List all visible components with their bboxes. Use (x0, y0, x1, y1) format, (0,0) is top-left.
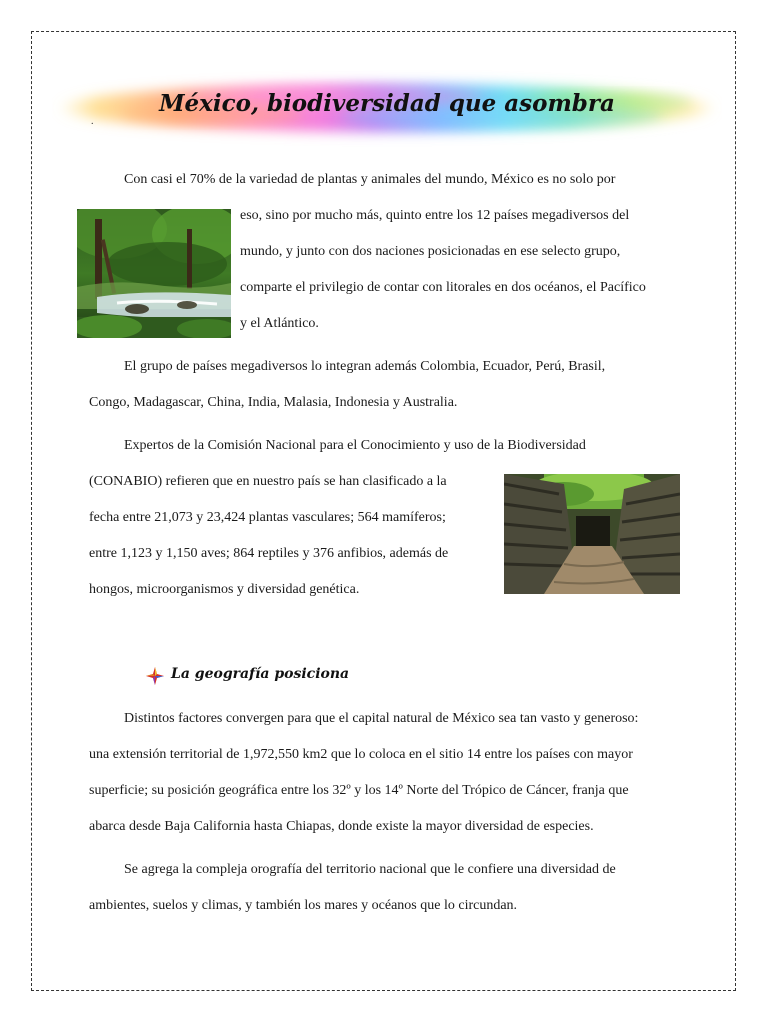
paragraph-3-line-3: fecha entre 21,073 y 23,424 plantas vasculares; 564 mamíferos; (89, 510, 446, 525)
section-heading-text: La geografía posiciona (171, 666, 350, 682)
paragraph-4-line-3: superficie; su posición geográfica entre los 32º y los 14º Norte del Trópico de Cáncer, franja que (89, 783, 629, 798)
stray-dot: . (91, 116, 94, 127)
paragraph-4-line-1: Distintos factores convergen para que el capital natural de México sea tan vasto y generoso: (124, 711, 639, 726)
paragraph-1-line-5: y el Atlántico. (240, 316, 319, 331)
paragraph-3-line-4: entre 1,123 y 1,150 aves; 864 reptiles y 376 anfibios, además de (89, 546, 449, 561)
four-point-star-icon (146, 667, 164, 690)
paragraph-3-line-5: hongos, microorganismos y diversidad genética. (89, 582, 360, 597)
paragraph-1-line-2: eso, sino por mucho más, quinto entre los 12 países megadiversos del (240, 208, 630, 223)
paragraph-4-line-4: abarca desde Baja California hasta Chiapas, donde existe la mayor diversidad de especies. (89, 819, 594, 834)
paragraph-1-line-1: Con casi el 70% de la variedad de plantas y animales del mundo, México es no solo por (124, 172, 616, 187)
title-banner (52, 70, 722, 148)
paragraph-2-line-1: El grupo de países megadiversos lo integran además Colombia, Ecuador, Perú, Brasil, (124, 359, 606, 374)
document-title: México, biodiversidad que asombra (159, 90, 615, 117)
paragraph-2-line-2: Congo, Madagascar, China, India, Malasia, Indonesia y Australia. (89, 395, 458, 410)
paragraph-5-line-1: Se agrega la compleja orografía del territorio nacional que le confiere una diversidad de (124, 862, 616, 877)
paragraph-1-line-3: mundo, y junto con dos naciones posicionadas en ese selecto grupo, (240, 244, 621, 259)
paragraph-3-line-1: Expertos de la Comisión Nacional para el Conocimiento y uso de la Biodiversidad (124, 438, 586, 453)
paragraph-4-line-2: una extensión territorial de 1,972,550 km2 que lo coloca en el sitio 14 entre los países con mayor (89, 747, 633, 762)
paragraph-3-line-2: (CONABIO) refieren que en nuestro país se han clasificado a la (89, 474, 447, 489)
paragraph-5-line-2: ambientes, suelos y climas, y también los mares y océanos que lo circundan. (89, 898, 518, 913)
paragraph-1-line-4: comparte el privilegio de contar con litorales en dos océanos, el Pacífico (240, 280, 646, 295)
forest-stream-photo (77, 209, 231, 338)
stone-ruins-path-photo (504, 474, 680, 594)
